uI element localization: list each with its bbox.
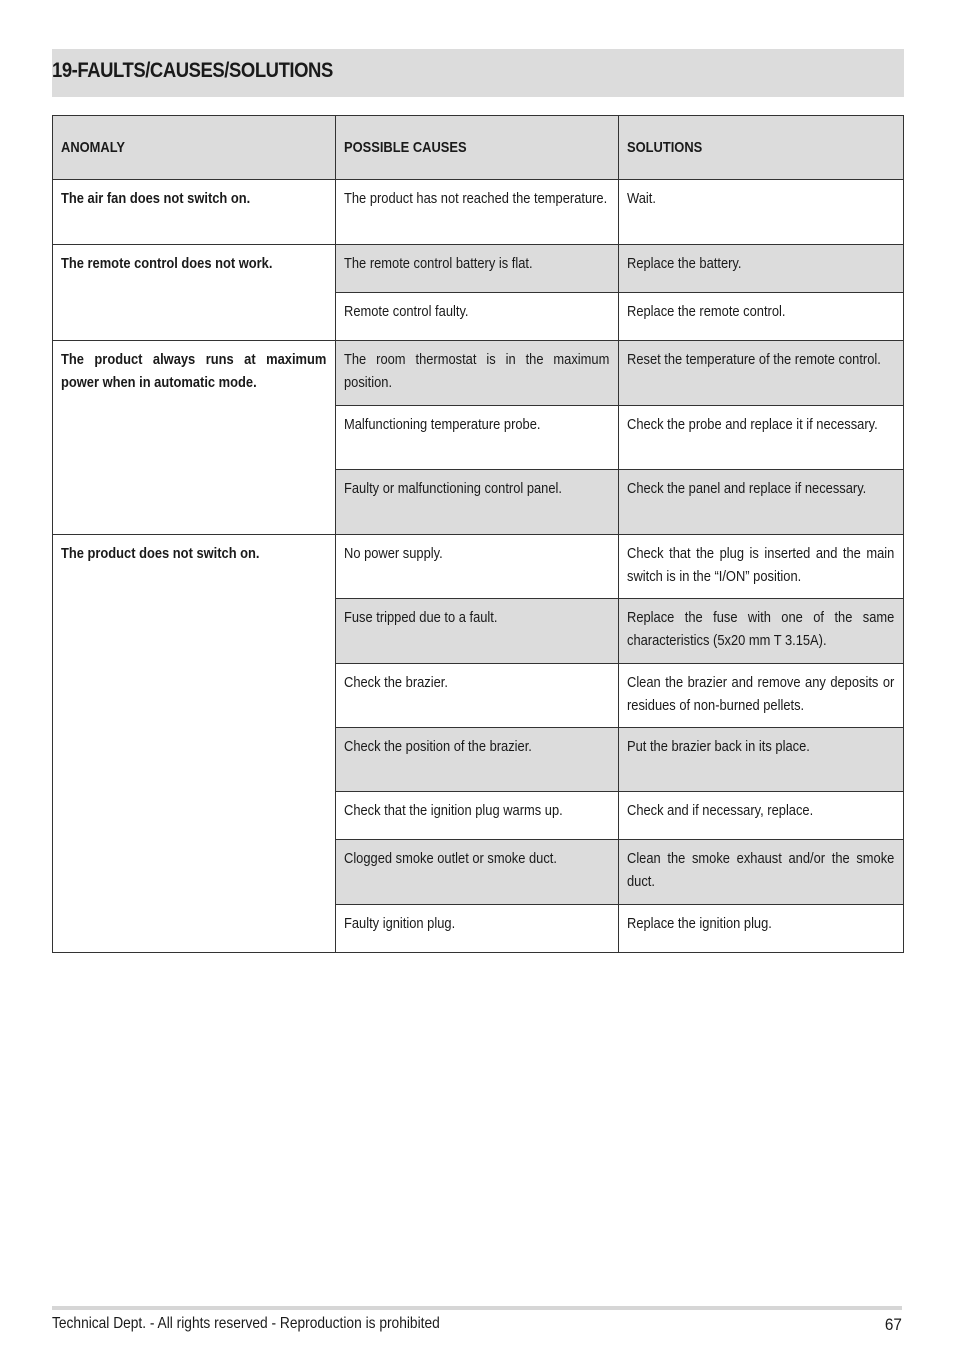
solution-cell: Wait. xyxy=(619,180,904,245)
cause-cell: No power supply. xyxy=(336,535,619,599)
header-possible-causes: POSSIBLE CAUSES xyxy=(336,116,619,180)
anomaly-cell: The product does not switch on. xyxy=(53,535,336,953)
table-row xyxy=(53,180,904,245)
solution-cell: Clean the smoke exhaust and/or the smoke duct. xyxy=(619,840,904,905)
solution-cell: Check and if necessary, replace. xyxy=(619,792,904,840)
cause-cell: Clogged smoke outlet or smoke duct. xyxy=(336,840,619,905)
solution-cell: Put the brazier back in its place. xyxy=(619,728,904,792)
table-row xyxy=(53,535,904,599)
anomaly-cell: The product always runs at maximum power when in automatic mode. xyxy=(53,341,336,535)
cause-cell: Remote control faulty. xyxy=(336,293,619,341)
anomaly-cell: The remote control does not work. xyxy=(53,245,336,341)
header-anomaly: ANOMALY xyxy=(53,116,336,180)
cause-cell: Check the position of the brazier. xyxy=(336,728,619,792)
cause-cell: The room thermostat is in the maximum position. xyxy=(336,341,619,406)
cause-cell: Fuse tripped due to a fault. xyxy=(336,599,619,664)
anomaly-cell: The air fan does not switch on. xyxy=(53,180,336,245)
solution-cell: Check the panel and replace if necessary. xyxy=(619,470,904,535)
section-title: 19-FAULTS/CAUSES/SOLUTIONS xyxy=(52,59,333,82)
solution-cell: Clean the brazier and remove any deposits or residues of non-burned pellets. xyxy=(619,664,904,728)
faults-table xyxy=(52,115,904,953)
table-header-row xyxy=(53,116,904,180)
table-row xyxy=(53,245,904,293)
cause-cell: Check that the ignition plug warms up. xyxy=(336,792,619,840)
cause-cell: Malfunctioning temperature probe. xyxy=(336,406,619,470)
solution-cell: Reset the temperature of the remote control. xyxy=(619,341,904,406)
header-solutions: SOLUTIONS xyxy=(619,116,904,180)
cause-cell: Faulty ignition plug. xyxy=(336,905,619,953)
cause-cell: Faulty or malfunctioning control panel. xyxy=(336,470,619,535)
footer-copyright: Technical Dept. - All rights reserved - Reproduction is prohibited xyxy=(52,1315,440,1332)
solution-cell: Replace the ignition plug. xyxy=(619,905,904,953)
solution-cell: Replace the fuse with one of the same characteristics (5x20 mm T 3.15A). xyxy=(619,599,904,664)
footer-divider xyxy=(52,1306,902,1310)
cause-cell: The remote control battery is flat. xyxy=(336,245,619,293)
cause-cell: The product has not reached the temperature. xyxy=(336,180,619,245)
solution-cell: Check the probe and replace it if necessary. xyxy=(619,406,904,470)
solution-cell: Check that the plug is inserted and the main switch is in the “I/ON” position. xyxy=(619,535,904,599)
solution-cell: Replace the remote control. xyxy=(619,293,904,341)
page-number: 67 xyxy=(884,1315,902,1334)
solution-cell: Replace the battery. xyxy=(619,245,904,293)
section-header xyxy=(52,49,904,97)
cause-cell: Check the brazier. xyxy=(336,664,619,728)
table-row xyxy=(53,341,904,406)
